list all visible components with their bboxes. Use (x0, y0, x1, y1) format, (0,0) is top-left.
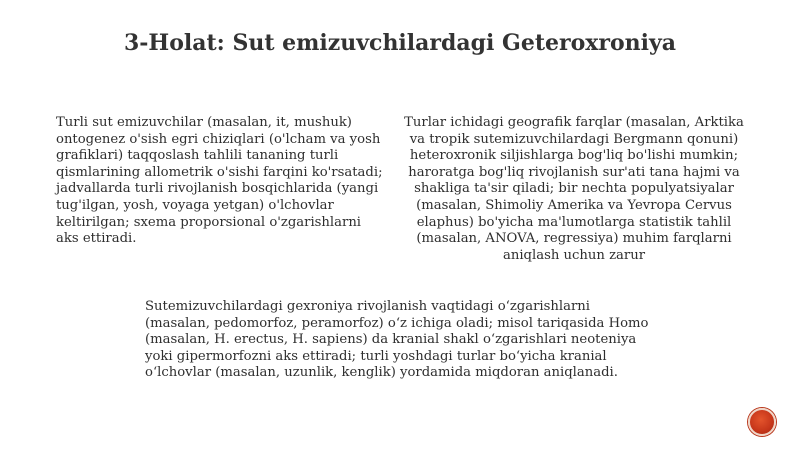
left-paragraph: Turli sut emizuvchilar (masalan, it, mushuk) ontogenez o'sish egri chiziqlari (o'lcham va yosh grafiklari) taqqoslash tahlili tananing turli qismlarining allometrik o'sishi farqini ko'rsatadi; jadvallarda turli rivojlanish bosqichlarida (yangi tug'ilgan, yosh, voyaga yetgan) o'lchovlar keltirilgan; sxema proporsional o'zgarishlarni aks ettiradi. (56, 115, 383, 247)
next-slide-button[interactable] (748, 408, 776, 436)
slide-title: 3-Holat: Sut emizuvchilardagi Geteroxroniya (123, 30, 677, 56)
bottom-paragraph: Sutemizuvchilardagi gexroniya rivojlanish vaqtidagi o‘zgarishlarni (masalan, pedomorfoz, peramorfoz) o‘z ichiga oladi; misol tariqasida Homo (masalan, H. erectus, H. sapiens) da kranial shakl o‘zgarishlari neoteniya yoki gipermorfozni aks ettiradi; turli yoshdagi turlar bo‘yicha kranial o‘lchovlar (masalan, uzunlik, kenglik) yordamida miqdoran aniqlanadi. (145, 299, 649, 381)
right-paragraph: Turlar ichidagi geografik farqlar (masalan, Arktika va tropik sutemizuvchilardagi Bergmann qonuni) heteroxronik siljishlarga bog'liq bo'lishi mumkin; haroratga bog'liq rivojlanish sur'ati tana hajmi va shakliga ta'sir qiladi; bir nechta populyatsiyalar (masalan, Shimoliy Amerika va Yevropa Cervus elaphus) bo'yicha ma'lumotlarga statistik tahlil (masalan, ANOVA, regressiya) muhim farqlarni aniqlash uchun zarur (404, 115, 744, 263)
